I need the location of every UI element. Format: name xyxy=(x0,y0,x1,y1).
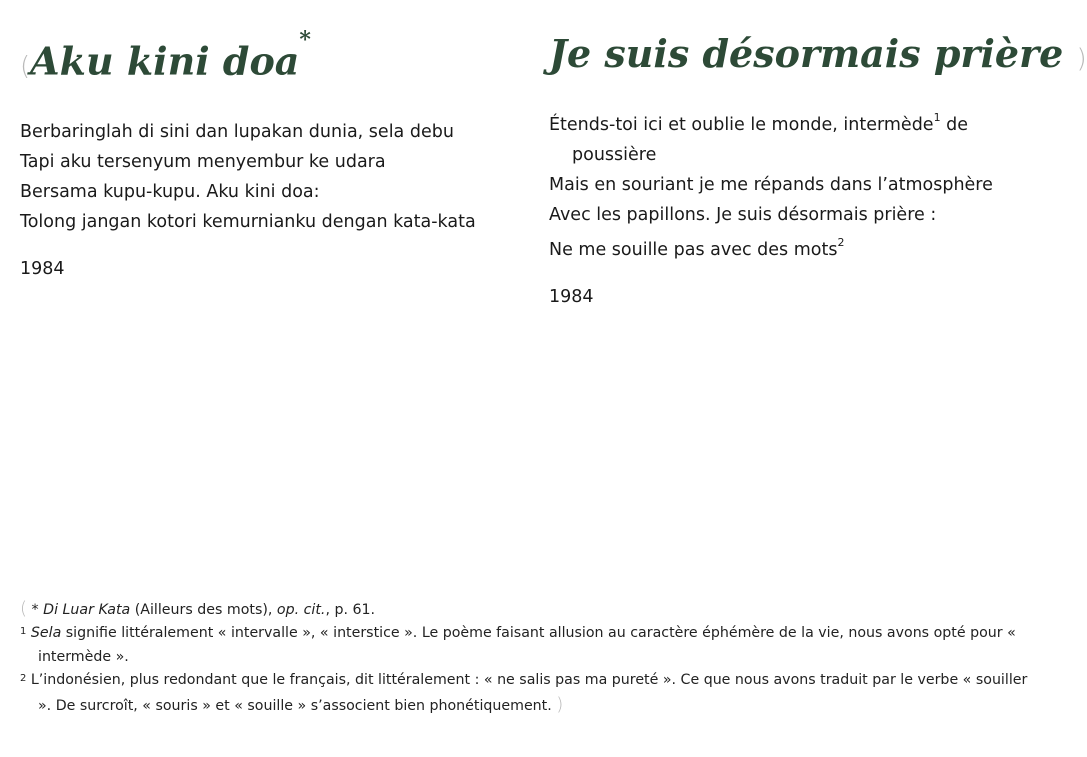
verse-line: Bersama kupu-kupu. Aku kini doa: xyxy=(20,181,320,202)
indonesian-poem xyxy=(20,28,520,279)
verse-line: Tolong jangan kotori kemurnianku dengan kata-kata xyxy=(20,211,476,232)
indonesian-verse xyxy=(20,117,520,237)
footnotes xyxy=(20,597,1040,718)
footnote-2: $^2$ L’indonésien, plus redondant que le français, dit littéralement : « ne salis pas ma pureté ». Ce que nous avons traduit par le verbe « souiller ». De surcroît, « souris » et « souille » s’associent bien phonétiquement. ) xyxy=(20,672,1028,715)
margin-bracket-mark: ) xyxy=(1076,44,1087,74)
title-footnote-marker: * xyxy=(299,27,311,53)
french-poem xyxy=(549,28,1087,307)
footnote-source: ( * Di Luar Kata (Ailleurs des mots), op. cit., p. 61. xyxy=(20,598,376,619)
verse-line: Avec les papillons. Je suis désormais prière : xyxy=(549,204,937,225)
verse-line: Berbaringlah di sini dan lupakan dunia, sela debu xyxy=(20,121,454,142)
footnote-ref: 1 xyxy=(933,111,941,124)
footnote-1: $^1$ Sela signifie littéralement « intervalle », « interstice ». Le poème faisant allusion au caractère éphémère de la vie, nous avons opté pour « intermède ». xyxy=(20,625,1016,665)
french-title-text: Je suis désormais prière xyxy=(549,31,1064,76)
verse-line: Mais en souriant je me répands dans l’atmosphère xyxy=(549,174,993,195)
margin-bracket-mark: ) xyxy=(556,694,564,715)
french-title xyxy=(549,28,1087,85)
poem-year: 1984 xyxy=(549,286,594,307)
verse-line: Tapi aku tersenyum menyembur ke udara xyxy=(20,151,386,172)
indonesian-title-text: Aku kini doa xyxy=(30,38,300,84)
french-verse xyxy=(549,105,1049,265)
margin-bracket-mark: ( xyxy=(20,598,28,619)
indonesian-title xyxy=(20,28,520,93)
footnote-ref: 2 xyxy=(837,235,845,249)
margin-bracket-mark: ( xyxy=(20,51,31,82)
verse-line: Ne me souille pas avec des mots$^2$ xyxy=(549,235,845,260)
verse-line: Étends-toi ici et oublie le monde, intermède$^1$ de poussière xyxy=(549,111,969,165)
poem-year: 1984 xyxy=(20,258,65,279)
